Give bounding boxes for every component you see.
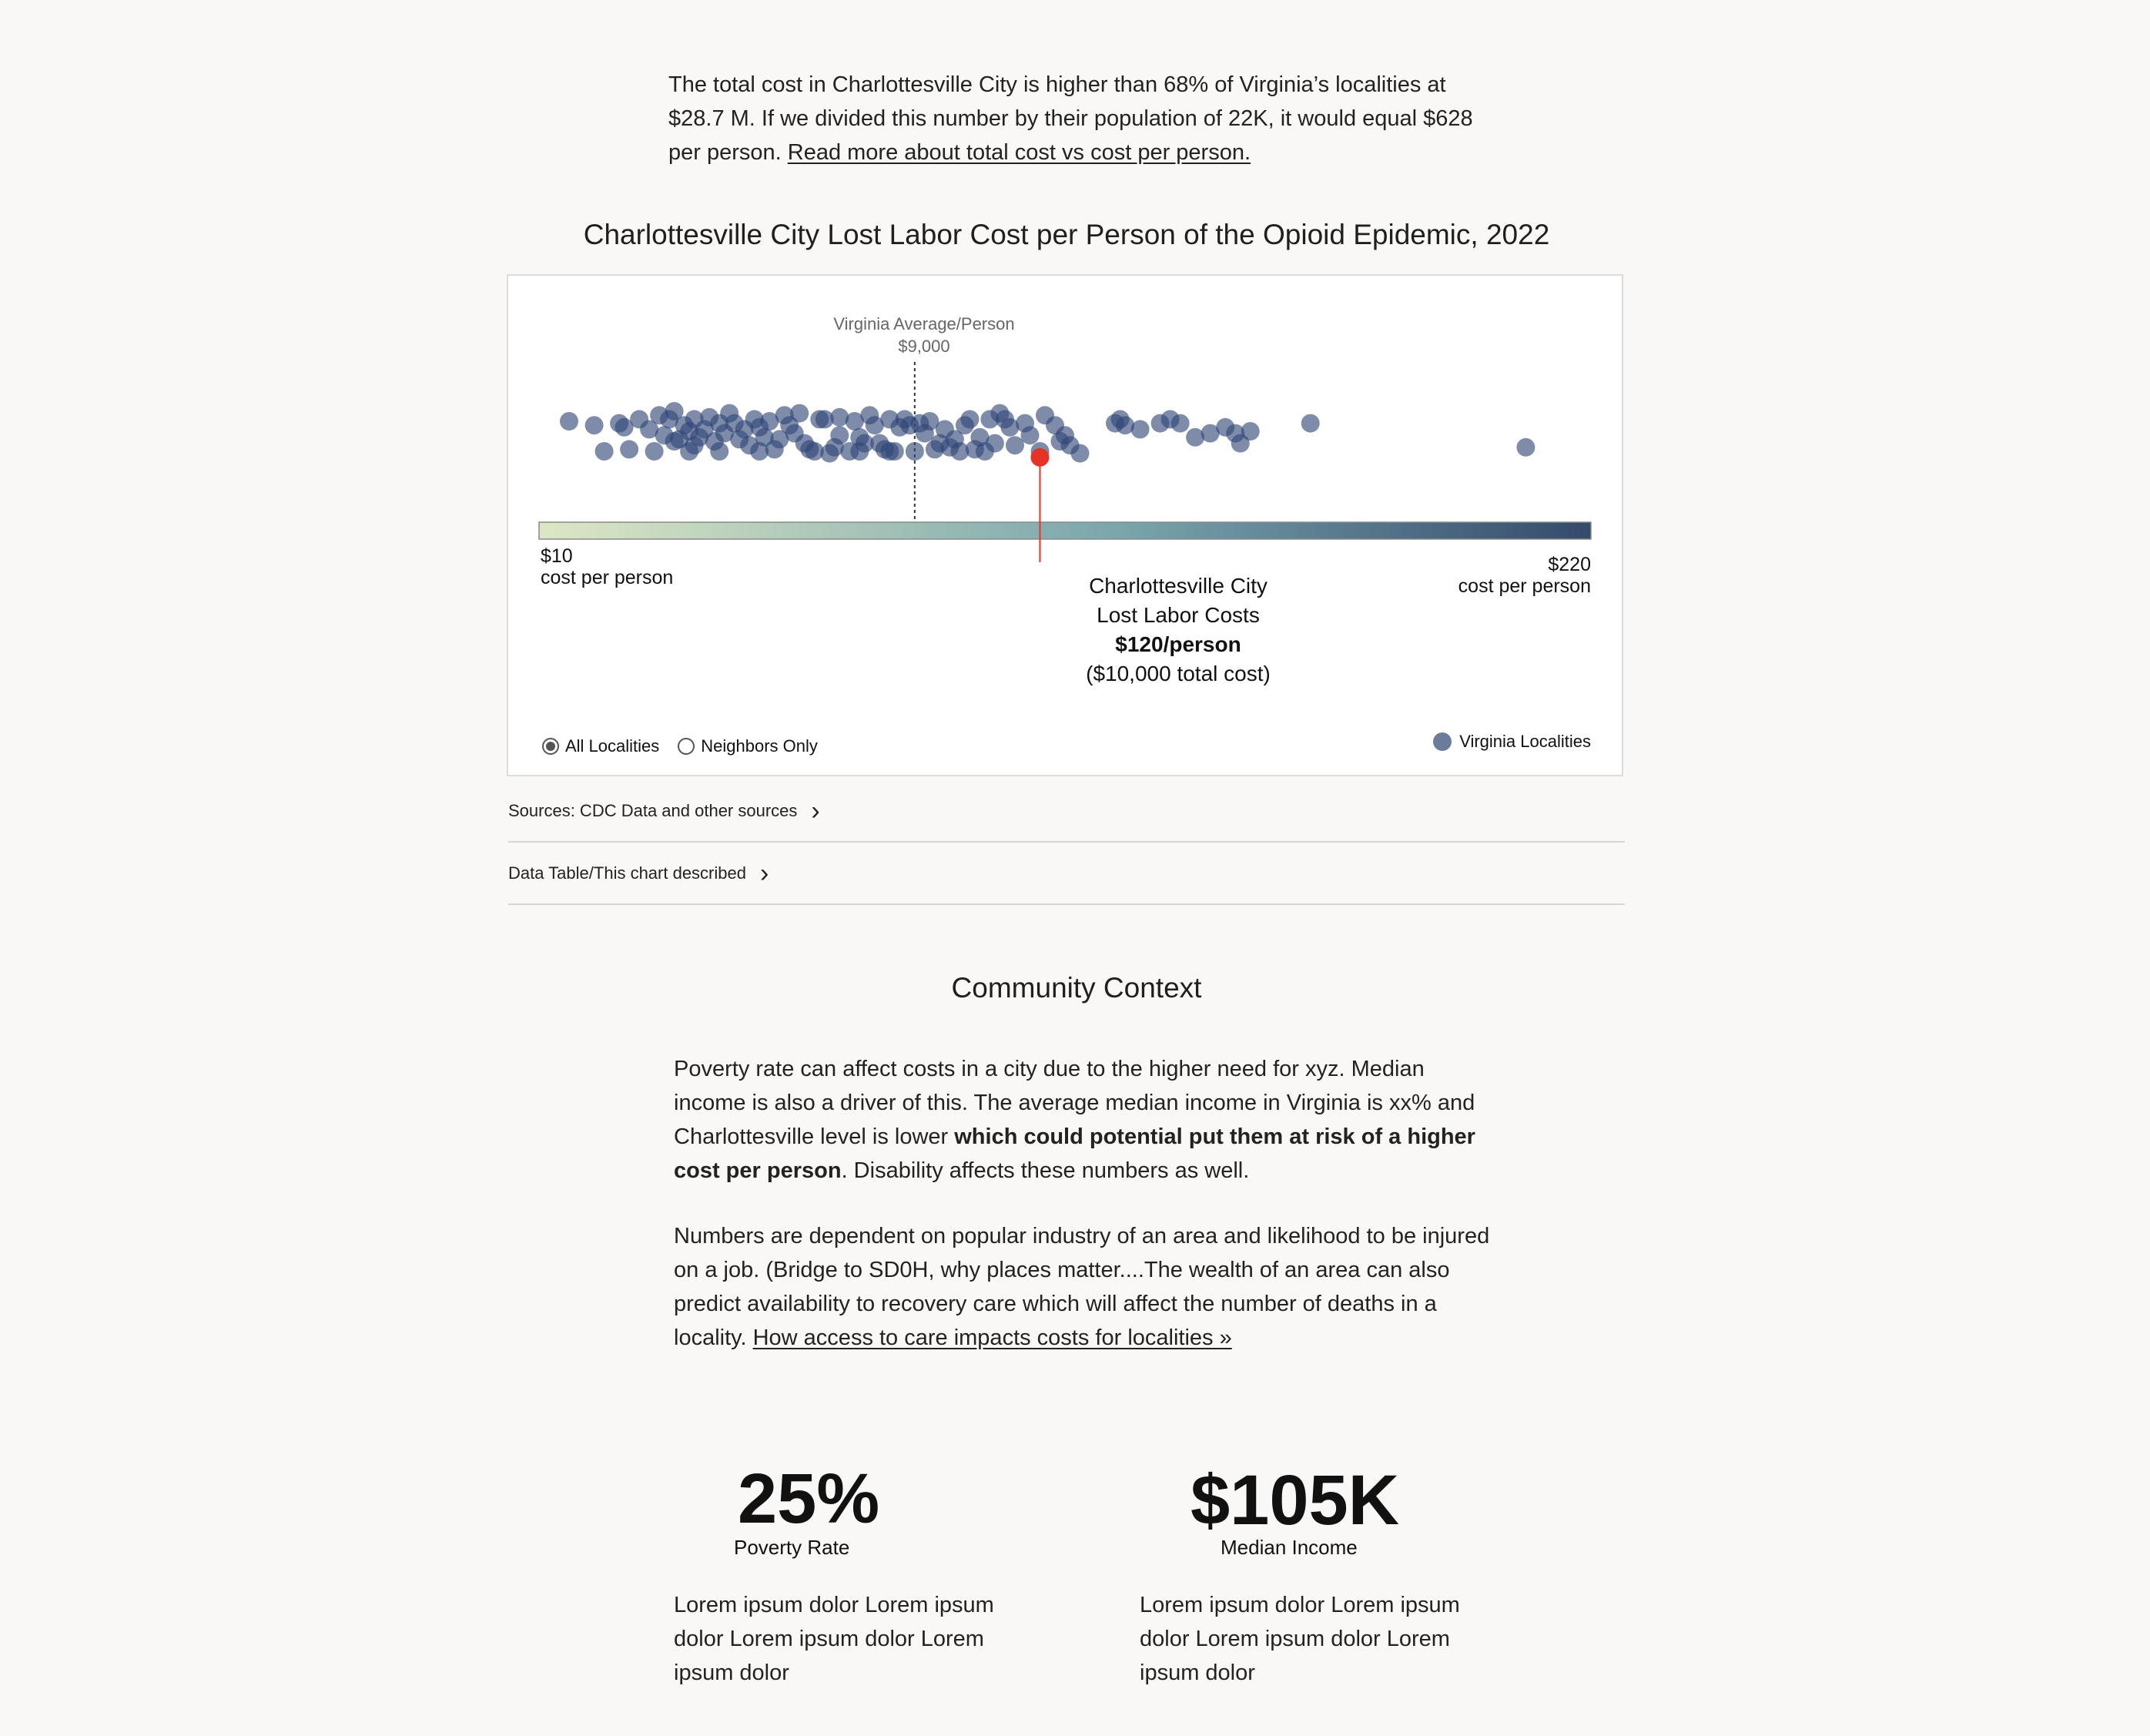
callout-name-1: Charlottesville City [1089, 574, 1268, 598]
scale-min-label [541, 545, 673, 588]
locality-dot-2[interactable] [595, 442, 614, 461]
chevron-right-icon: › [759, 859, 769, 888]
locality-dot-67[interactable] [906, 442, 924, 461]
locality-dot-42[interactable] [790, 404, 809, 423]
poverty-rate-description: Lorem ipsum dolor Lorem ipsum dolor Lorem ipsum dolor Lorem ipsum dolor [674, 1593, 994, 1685]
locality-dot-83[interactable] [986, 434, 1004, 453]
locality-dot-103[interactable] [1171, 414, 1190, 433]
chevron-right-icon: › [811, 796, 820, 826]
data-table-accordion[interactable] [508, 843, 1625, 905]
access-to-care-link[interactable]: How access to care impacts costs for localities » [752, 1325, 1232, 1350]
locality-dot-5[interactable] [620, 440, 638, 458]
chart-container [507, 274, 1623, 776]
locality-dot-100[interactable] [1131, 420, 1150, 438]
filter-neighbors-label: Neighbors Only [701, 736, 818, 756]
locality-dot-51[interactable] [830, 426, 849, 444]
sources-accordion[interactable] [508, 781, 1625, 843]
scale-max-value: $220 [1548, 554, 1591, 575]
median-income-description: Lorem ipsum dolor Lorem ipsum dolor Lorem ipsum dolor Lorem ipsum dolor [1140, 1593, 1460, 1685]
community-context-title: Community Context [951, 972, 1202, 1004]
locality-dot-25[interactable] [710, 442, 728, 461]
poverty-rate-value: 25% [738, 1460, 880, 1538]
context-p1-bold: which could potential put them at risk of a higher cost per person [674, 1124, 1475, 1183]
locality-dot-78[interactable] [960, 410, 979, 428]
locality-filter [542, 736, 836, 756]
locality-dot-1[interactable] [585, 416, 604, 434]
median-income-value: $105K [1191, 1461, 1400, 1540]
legend-label: Virginia Localities [1459, 732, 1591, 751]
chart-title: Charlottesville City Lost Labor Cost per Person of the Opioid Epidemic, 2022 [583, 219, 1550, 250]
context-p2-text: Numbers are dependent on popular industry of an area and likelihood to be injured on a job. (Bridge to SD0H, why places matter....The wealth of an area can also predict availability to recovery care which will affect the number of deaths in a locality. [674, 1224, 1490, 1350]
average-value: $9,000 [898, 337, 950, 356]
context-p1-a: Poverty rate can affect costs in a city due to the higher need for xyz. Median income is also a driver of this. The average median income in Virginia is xx% and Charlottesville level is lower [674, 1057, 1475, 1149]
locality-dot-63[interactable] [886, 442, 904, 461]
sources-label: Sources: CDC Data and other sources [508, 801, 798, 820]
highlight-dot[interactable] [1030, 448, 1049, 467]
highlight-callout [955, 571, 1402, 689]
color-scale-bar [539, 522, 1591, 539]
intro-text: The total cost in Charlottesville City is higher than 68% of Virginia’s localities at $28.7 M. If we divided this number by their population of 22K, it would equal $628 per person. [668, 72, 1473, 165]
scale-max-label [1458, 554, 1591, 597]
filter-all-localities[interactable] [542, 736, 659, 756]
scatter-plot [508, 276, 1622, 775]
chart-legend [1433, 732, 1591, 752]
locality-dot-8[interactable] [645, 442, 664, 461]
locality-dot-87[interactable] [1006, 436, 1024, 454]
locality-dot-111[interactable] [1516, 438, 1535, 457]
average-label-text: Virginia Average/Person [833, 314, 1015, 333]
average-label [801, 313, 1047, 357]
locality-dot-89[interactable] [1021, 426, 1040, 444]
poverty-rate-label: Poverty Rate [734, 1536, 850, 1559]
filter-neighbors-only[interactable] [678, 736, 818, 756]
callout-total: ($10,000 total cost) [1086, 662, 1271, 685]
median-income-label: Median Income [1221, 1536, 1358, 1559]
filter-all-label: All Localities [565, 736, 660, 756]
locality-dot-0[interactable] [560, 412, 578, 431]
scale-min-unit: cost per person [541, 567, 674, 588]
scale-min-value: $10 [541, 545, 573, 567]
radio-all-localities[interactable] [542, 738, 559, 755]
legend-dot [1433, 732, 1452, 751]
context-paragraph-2 [674, 1219, 1490, 1355]
intro-paragraph [668, 68, 1485, 169]
scale-max-unit: cost per person [1458, 575, 1591, 597]
context-p1-b: . Disability affects these numbers as well. [841, 1158, 1250, 1183]
callout-value: $120/person [1115, 632, 1241, 656]
callout-name-2: Lost Labor Costs [1097, 603, 1260, 627]
context-paragraph-1 [674, 1052, 1490, 1188]
data-table-label: Data Table/This chart described [508, 863, 746, 883]
total-cost-link[interactable]: Read more about total cost vs cost per person. [787, 140, 1251, 165]
locality-dot-96[interactable] [1071, 444, 1090, 463]
locality-dot-109[interactable] [1241, 422, 1260, 441]
locality-dot-110[interactable] [1301, 414, 1320, 433]
radio-neighbors-only[interactable] [678, 738, 695, 755]
